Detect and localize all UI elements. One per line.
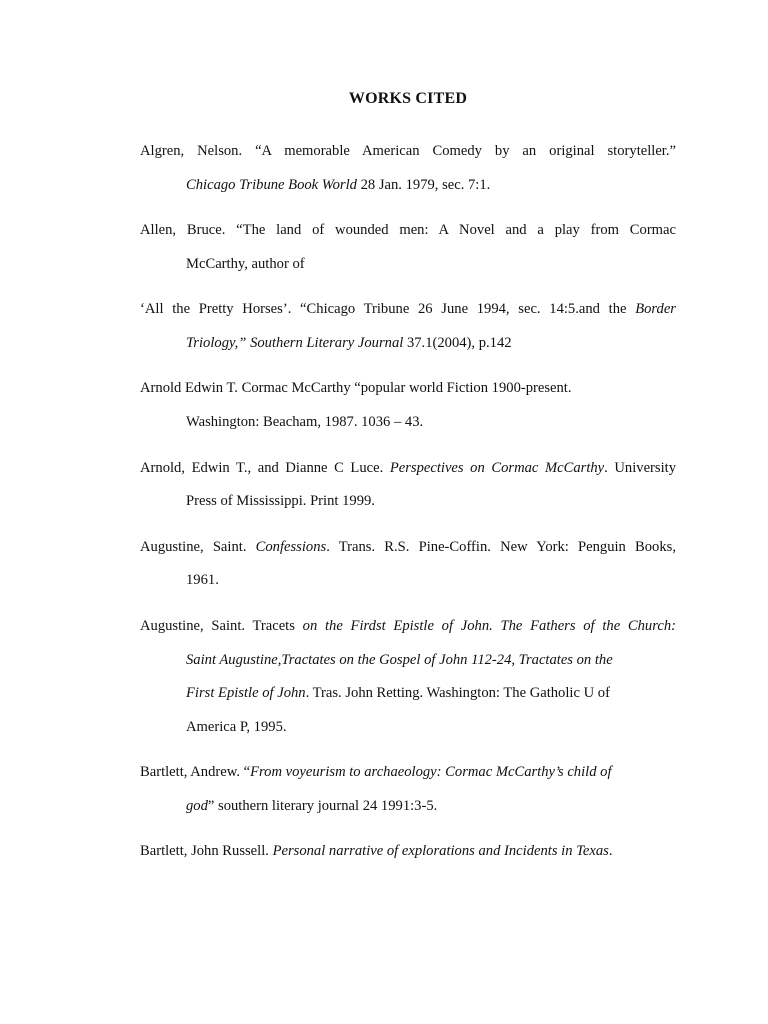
citation-line: [186, 797, 676, 815]
citation-text: Washington: Beacham, 1987. 1036 – 43.: [186, 414, 424, 430]
citation-text: McCarthy, author of: [186, 256, 305, 272]
citation-text: Augustine, Saint.: [140, 539, 256, 555]
citation-italic: From voyeurism to archaeology: Cormac McCarthy’s child of: [250, 764, 612, 780]
citation-italic: Saint Augustine,Tractates on the Gospel of John 112-24, Tractates on the: [186, 652, 613, 668]
citation-text: . Trans. R.S. Pine-Coffin. New York: Penguin Books,: [326, 539, 676, 555]
citation-italic: First Epistle of John: [186, 685, 306, 701]
citation-line: [186, 718, 676, 736]
citation-line: [140, 300, 676, 318]
citation-text: ” southern literary journal 24 1991:3-5.: [207, 798, 438, 814]
citation-text: Bartlett, Andrew. “: [140, 764, 251, 780]
citation-text: . University: [604, 460, 677, 476]
citation-line: [140, 617, 676, 635]
citation-line: [186, 334, 676, 352]
citation-text: 37.1(2004), p.142: [403, 335, 512, 351]
citation-text: Arnold, Edwin T., and Dianne C Luce.: [140, 460, 390, 476]
citation-line: [186, 651, 676, 669]
citation-line: [140, 538, 676, 556]
citation-text: .: [608, 843, 613, 859]
citation-line: [140, 221, 676, 239]
citation-text: ‘All the Pretty Horses’. “Chicago Tribune 26 June 1994, sec. 14:5.and the: [140, 301, 636, 317]
citation-text: Algren, Nelson. “A memorable American Comedy by an original storyteller.”: [140, 143, 676, 159]
citation-line: [140, 379, 676, 397]
citation-line: [140, 842, 676, 860]
citation-italic: Perspectives on Cormac McCarthy: [389, 460, 605, 476]
citation-italic: Personal narrative of explorations and Incidents in Texas: [272, 843, 609, 859]
citation-text: Augustine, Saint. Tracets: [140, 618, 303, 634]
citation-text: . Tras. John Retting. Washington: The Gatholic U of: [305, 685, 610, 701]
citation-line: [186, 492, 676, 510]
citation-text: 1961.: [186, 572, 219, 588]
citation-text: Press of Mississippi. Print 1999.: [186, 493, 375, 509]
citation-text: Allen, Bruce. “The land of wounded men: A Novel and a play from Cormac: [140, 222, 676, 238]
citation-text: America P, 1995.: [186, 719, 287, 735]
page-title: WORKS CITED: [348, 90, 468, 107]
citation-italic: Chicago Tribune Book World: [186, 177, 357, 193]
citation-italic: Border: [635, 301, 676, 317]
citation-line: [186, 176, 676, 194]
citation-text: Arnold Edwin T. Cormac McCarthy “popular world Fiction 1900-present.: [140, 380, 572, 396]
citation-line: [140, 142, 676, 160]
citation-italic: god: [186, 798, 208, 814]
citation-text: 28 Jan. 1979, sec. 7:1.: [356, 177, 491, 193]
citation-line: [186, 255, 676, 273]
citation-text: Bartlett, John Russell.: [140, 843, 273, 859]
citation-line: [186, 413, 676, 431]
citation-line: [186, 571, 676, 589]
citation-line: [140, 459, 676, 477]
citation-italic: on the Firdst Epistle of John. The Fathers of the Church:: [302, 618, 676, 634]
citation-line: [140, 763, 676, 781]
citation-italic: Confessions: [255, 539, 327, 555]
citation-line: [186, 684, 676, 702]
citation-italic: Triology,” Southern Literary Journal: [186, 335, 404, 351]
